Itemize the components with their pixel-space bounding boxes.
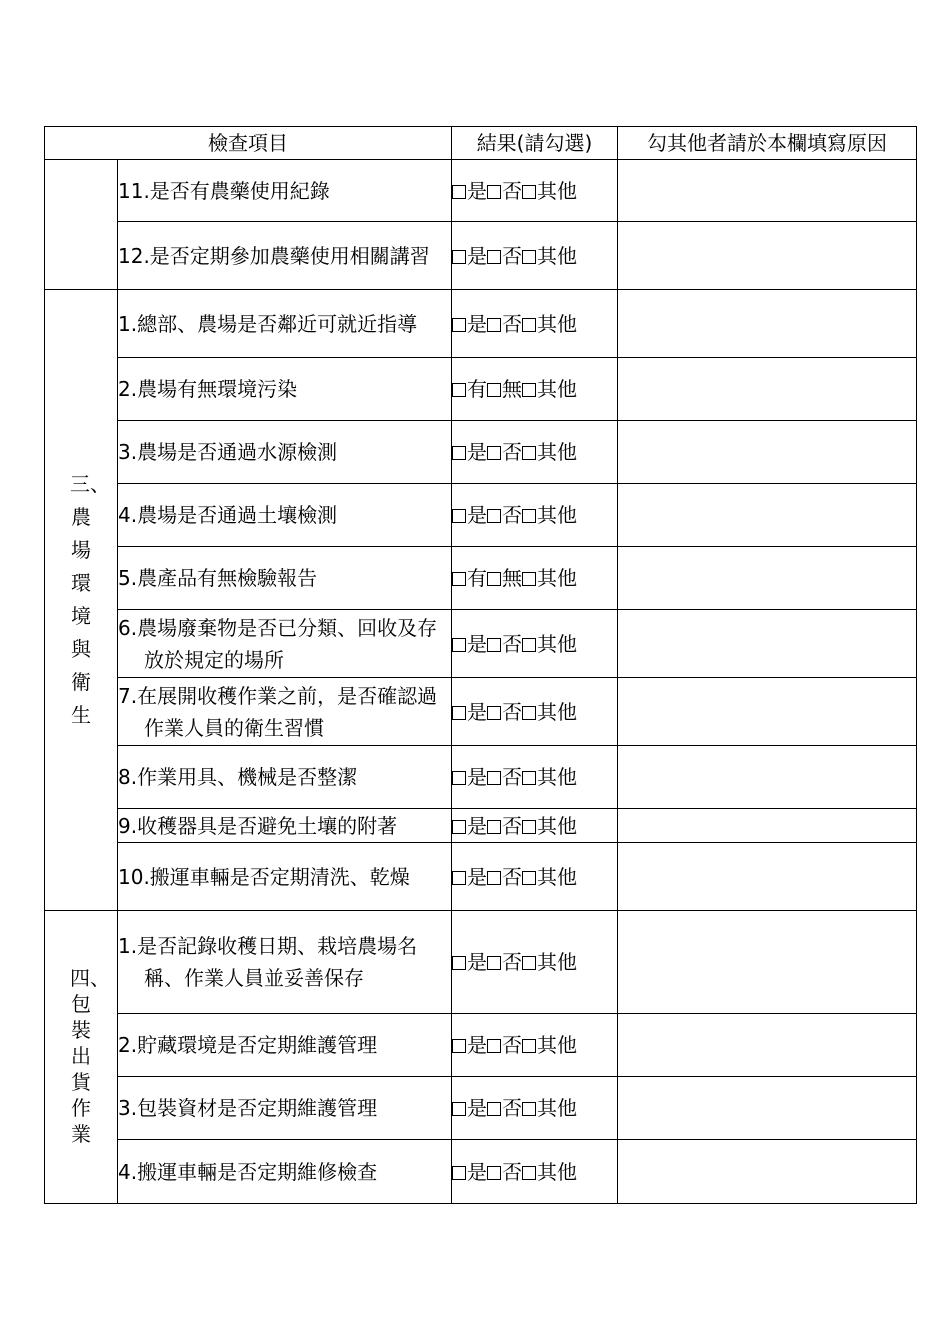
checkbox[interactable] [522,446,536,460]
table-row [45,809,917,843]
item-text: 9.收穫器具是否避免土壤的附著 [118,813,398,838]
item-text: 4.農場是否通過土壤檢測 [118,503,338,527]
checkbox[interactable] [522,383,536,397]
table-row [45,610,917,678]
option-label: 是 [467,178,487,203]
checkbox[interactable] [452,1166,466,1180]
checkbox[interactable] [487,871,501,885]
option-label: 否 [502,813,522,838]
option-label: 其他 [537,1159,577,1184]
checkbox[interactable] [487,318,501,332]
section-title: 四、包裝出貨作業 [70,965,110,1146]
item-text: 6.農場廢棄物是否已分類、回收及存放於規定的場所 [118,615,438,672]
option-label: 有 [467,377,487,401]
reason-input-cell[interactable] [618,421,917,484]
reason-input-cell[interactable] [618,160,917,222]
option-label: 否 [502,243,522,268]
option-label: 其他 [537,699,577,724]
item-text: 3.農場是否通過水源檢測 [118,440,338,464]
item-text: 11.是否有農藥使用紀錄 [118,178,330,203]
item-text: 1.總部、農場是否鄰近可就近指導 [118,311,418,336]
option-label: 其他 [537,178,577,203]
reason-input-cell[interactable] [618,610,917,678]
item-cell [118,610,452,678]
reason-input-cell[interactable] [618,746,917,809]
section-title-cell [45,911,118,1204]
result-cell [452,1077,618,1140]
checkbox[interactable] [452,509,466,523]
table-row [45,358,917,421]
option-label: 否 [502,311,522,336]
checkbox[interactable] [487,771,501,785]
checkbox[interactable] [487,572,501,586]
result-cell [452,290,618,358]
option-label: 其他 [537,311,577,336]
option-label: 否 [502,765,522,789]
option-label: 是 [467,699,487,724]
item-text: 7.在展開收穫作業之前，是否確認過作業人員的衛生習慣 [118,683,438,740]
option-label: 其他 [537,440,577,464]
option-label: 是 [467,950,487,974]
table-row [45,746,917,809]
result-cell [452,746,618,809]
option-label: 有 [467,566,487,590]
reason-input-cell[interactable] [618,484,917,547]
item-text: 2.農場有無環境污染 [118,377,298,401]
checkbox[interactable] [487,446,501,460]
table-row [45,678,917,746]
checkbox[interactable] [522,185,536,199]
option-label: 否 [502,178,522,203]
table-row [45,843,917,911]
item-cell [118,160,452,222]
option-label: 其他 [537,1033,577,1057]
item-text: 5.農產品有無檢驗報告 [118,566,318,590]
option-label: 是 [467,1096,487,1120]
checkbox[interactable] [487,1039,501,1053]
item-cell [118,290,452,358]
item-text: 1.是否記錄收穫日期、栽培農場名稱、作業人員並妥善保存 [118,934,418,990]
table-row [45,222,917,290]
item-cell [118,1140,452,1204]
checkbox[interactable] [522,771,536,785]
option-label: 否 [502,503,522,527]
item-cell [118,1014,452,1077]
result-cell [452,1140,618,1204]
option-label: 否 [502,440,522,464]
option-label: 否 [502,699,522,724]
checkbox[interactable] [522,638,536,652]
inspection-table [44,126,917,1204]
option-label: 否 [502,1096,522,1120]
option-label: 是 [467,440,487,464]
item-cell [118,421,452,484]
option-label: 否 [502,950,522,974]
header-item: 檢查項目 [45,127,452,160]
option-label: 否 [502,1033,522,1057]
reason-input-cell[interactable] [618,1014,917,1077]
option-label: 其他 [537,1096,577,1120]
result-cell [452,1014,618,1077]
table-row [45,1077,917,1140]
reason-input-cell[interactable] [618,1140,917,1204]
header-row [45,127,917,160]
result-cell [452,610,618,678]
option-label: 其他 [537,813,577,838]
option-label: 否 [502,1159,522,1184]
table-row [45,1140,917,1204]
checkbox[interactable] [522,509,536,523]
item-text: 3.包裝資材是否定期維護管理 [118,1096,378,1120]
result-cell [452,809,618,843]
option-label: 是 [467,631,487,656]
item-cell [118,809,452,843]
item-text: 12.是否定期參加農藥使用相關講習 [118,243,430,268]
table-row [45,160,917,222]
checkbox[interactable] [452,383,466,397]
table-row [45,421,917,484]
reason-input-cell[interactable] [618,809,917,843]
reason-input-cell[interactable] [618,358,917,421]
checkbox[interactable] [487,1102,501,1116]
checkbox[interactable] [522,572,536,586]
option-label: 其他 [537,377,577,401]
reason-input-cell[interactable] [618,911,917,1014]
checkbox[interactable] [487,509,501,523]
option-label: 否 [502,864,522,889]
checkbox[interactable] [452,318,466,332]
checkbox[interactable] [452,1039,466,1053]
option-label: 是 [467,1033,487,1057]
option-label: 是 [467,864,487,889]
item-cell [118,911,452,1014]
reason-input-cell[interactable] [618,843,917,911]
option-label: 是 [467,765,487,789]
checkbox[interactable] [487,383,501,397]
result-cell [452,484,618,547]
option-label: 無 [502,377,522,401]
checkbox[interactable] [487,956,501,970]
result-cell [452,547,618,610]
item-cell [118,484,452,547]
option-label: 其他 [537,631,577,656]
option-label: 是 [467,503,487,527]
checkbox[interactable] [522,820,536,834]
result-cell [452,160,618,222]
table-row [45,911,917,1014]
checkbox[interactable] [452,446,466,460]
checkbox[interactable] [522,318,536,332]
item-text: 2.貯藏環境是否定期維護管理 [118,1033,378,1057]
option-label: 是 [467,813,487,838]
result-cell [452,421,618,484]
result-cell [452,358,618,421]
option-label: 其他 [537,566,577,590]
checkbox[interactable] [452,638,466,652]
option-label: 是 [467,311,487,336]
option-label: 是 [467,1159,487,1184]
table-row [45,484,917,547]
reason-input-cell[interactable] [618,290,917,358]
result-cell [452,222,618,290]
section-title-cell [45,290,118,911]
checkbox[interactable] [487,638,501,652]
checkbox[interactable] [452,820,466,834]
option-label: 是 [467,243,487,268]
reason-input-cell[interactable] [618,678,917,746]
item-cell [118,358,452,421]
item-text: 8.作業用具、機械是否整潔 [118,765,358,789]
checkbox[interactable] [522,1166,536,1180]
table-row [45,1014,917,1077]
checkbox[interactable] [487,250,501,264]
checkbox[interactable] [487,706,501,720]
checkbox[interactable] [452,250,466,264]
checkbox[interactable] [487,1166,501,1180]
checkbox[interactable] [522,1039,536,1053]
checkbox[interactable] [452,871,466,885]
option-label: 否 [502,631,522,656]
item-cell [118,678,452,746]
checkbox[interactable] [487,820,501,834]
reason-input-cell[interactable] [618,222,917,290]
header-reason: 勾其他者請於本欄填寫原因 [618,127,917,160]
checkbox[interactable] [522,1102,536,1116]
table-row [45,547,917,610]
checkbox[interactable] [452,956,466,970]
table-row [45,290,917,358]
checkbox[interactable] [522,956,536,970]
header-result: 結果(請勾選) [452,127,618,160]
checkbox[interactable] [452,706,466,720]
checkbox[interactable] [522,706,536,720]
checkbox[interactable] [452,185,466,199]
option-label: 無 [502,566,522,590]
section-title-cell [45,160,118,290]
reason-input-cell[interactable] [618,1077,917,1140]
option-label: 其他 [537,950,577,974]
reason-input-cell[interactable] [618,547,917,610]
item-cell [118,547,452,610]
item-text: 10.搬運車輛是否定期清洗、乾燥 [118,864,410,889]
option-label: 其他 [537,503,577,527]
checkbox[interactable] [522,871,536,885]
option-label: 其他 [537,243,577,268]
checkbox[interactable] [522,250,536,264]
item-cell [118,746,452,809]
checkbox[interactable] [452,771,466,785]
checkbox[interactable] [487,185,501,199]
item-cell [118,1077,452,1140]
item-cell [118,222,452,290]
result-cell [452,678,618,746]
item-text: 4.搬運車輛是否定期維修檢查 [118,1159,378,1184]
option-label: 其他 [537,765,577,789]
result-cell [452,911,618,1014]
item-cell [118,843,452,911]
checkbox[interactable] [452,1102,466,1116]
option-label: 其他 [537,864,577,889]
checkbox[interactable] [452,572,466,586]
section-title: 三、農場環境與衛生 [70,472,110,727]
result-cell [452,843,618,911]
